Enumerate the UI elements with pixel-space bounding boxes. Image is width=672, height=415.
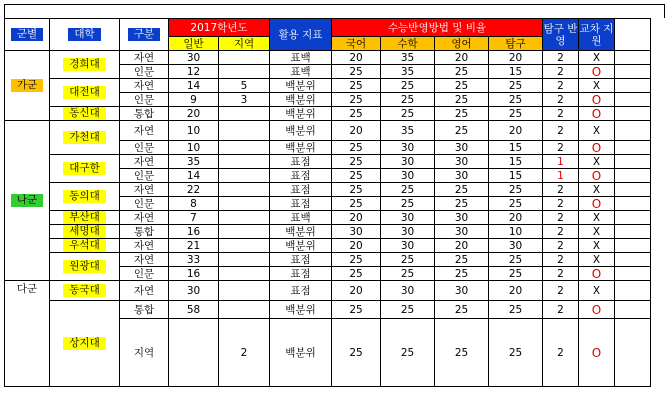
general-cell: 33 [169,253,219,267]
regional-cell [219,107,270,121]
inquiry-cell: 20 [489,121,543,141]
korean-cell: 25 [332,301,381,319]
regional-cell: 3 [219,93,270,107]
division-cell: 자연 [120,51,169,65]
university-cell [50,239,120,253]
university-cell [50,211,120,225]
regional-cell [219,225,270,239]
university-cell-label: 부산대 [63,211,105,224]
inquiry-cell: 20 [489,281,543,301]
table-row [5,183,651,197]
korean-cell: 20 [332,211,381,225]
math-cell: 25 [381,319,435,387]
cross-cell: X [579,51,615,65]
university-cell-label: 대구한 [63,162,105,175]
inquiry-count-cell: 2 [543,51,579,65]
english-cell: 25 [435,267,489,281]
university-cell-label: 대전대 [63,86,105,99]
math-cell: 25 [381,267,435,281]
division-cell: 인문 [120,65,169,79]
division-cell: 자연 [120,79,169,93]
header-math: 수학 [381,37,435,51]
university-cell-label: 원광대 [63,260,105,273]
header-group-label: 군별 [11,28,43,41]
blank-cell [615,169,651,183]
group-cell-ga [5,51,50,121]
english-cell: 30 [435,141,489,155]
index-cell: 백분위 [270,121,332,141]
korean-cell: 25 [332,107,381,121]
table-row [5,155,651,169]
division-cell: 자연 [120,121,169,141]
english-cell: 20 [435,51,489,65]
blank-cell [615,281,651,301]
header-inquiry-count: 탐구 반영 [543,19,579,51]
blank-cell [615,65,651,79]
korean-cell: 25 [332,169,381,183]
table-top-border [4,4,665,18]
inquiry-count-cell: 2 [543,65,579,79]
university-cell [50,183,120,211]
math-cell: 25 [381,79,435,93]
header-regional: 지역 [219,37,270,51]
table-row [5,121,651,141]
index-cell: 표점 [270,183,332,197]
blank-cell [615,107,651,121]
english-cell: 25 [435,301,489,319]
index-cell: 표점 [270,169,332,183]
general-cell: 21 [169,239,219,253]
division-cell: 자연 [120,155,169,169]
inquiry-count-cell: 2 [543,225,579,239]
cross-cell: O [579,65,615,79]
university-cell-label: 세명대 [63,225,105,238]
group-cell-da [5,281,50,387]
regional-cell [219,141,270,155]
university-cell [50,79,120,107]
blank-cell [615,155,651,169]
university-cell [50,51,120,79]
table-row [5,107,651,121]
university-cell-label: 동의대 [63,190,105,203]
general-cell: 14 [169,169,219,183]
regional-cell [219,183,270,197]
inquiry-count-cell: 2 [543,301,579,319]
cross-cell: O [579,169,615,183]
inquiry-count-cell: 2 [543,253,579,267]
division-cell: 자연 [120,253,169,267]
math-cell: 30 [381,211,435,225]
inquiry-count-cell: 2 [543,183,579,197]
header-korean: 국어 [332,37,381,51]
cross-cell: O [579,197,615,211]
header-method: 수능반영방법 및 비율 [332,19,543,37]
university-cell-label: 우석대 [63,239,105,252]
blank-cell [615,211,651,225]
table-row [5,225,651,239]
cross-cell: X [579,253,615,267]
university-cell [50,253,120,281]
english-cell: 25 [435,197,489,211]
inquiry-count-cell: 2 [543,281,579,301]
regional-cell [219,65,270,79]
english-cell: 25 [435,253,489,267]
inquiry-count-cell: 2 [543,239,579,253]
division-cell: 자연 [120,281,169,301]
general-cell: 10 [169,121,219,141]
table-row [5,211,651,225]
regional-cell [219,253,270,267]
korean-cell: 25 [332,155,381,169]
math-cell: 35 [381,121,435,141]
table-row [5,239,651,253]
inquiry-cell: 30 [489,239,543,253]
cross-cell: X [579,121,615,141]
inquiry-cell: 15 [489,65,543,79]
english-cell: 25 [435,319,489,387]
inquiry-cell: 20 [489,51,543,65]
division-cell: 지역 [120,319,169,387]
inquiry-cell: 25 [489,301,543,319]
general-cell: 9 [169,93,219,107]
university-cell-label: 상지대 [63,337,105,350]
group-cell-ga-label: 가군 [11,79,43,92]
inquiry-cell: 25 [489,183,543,197]
inquiry-cell: 25 [489,319,543,387]
regional-cell [219,281,270,301]
general-cell: 16 [169,225,219,239]
inquiry-cell: 25 [489,253,543,267]
division-cell: 통합 [120,107,169,121]
group-cell-na [5,121,50,281]
university-cell-label: 동신대 [63,107,105,120]
university-cell-label: 가천대 [63,131,105,144]
math-cell: 35 [381,65,435,79]
blank-cell [615,79,651,93]
korean-cell: 25 [332,79,381,93]
blank-cell [615,253,651,267]
table-row [5,253,651,267]
regional-cell [219,169,270,183]
inquiry-cell: 15 [489,155,543,169]
cross-cell: O [579,93,615,107]
blank-cell [615,141,651,155]
inquiry-cell: 25 [489,79,543,93]
header-university-label: 대학 [68,28,100,41]
general-cell: 8 [169,197,219,211]
index-cell: 표점 [270,281,332,301]
index-cell: 표점 [270,155,332,169]
korean-cell: 20 [332,281,381,301]
korean-cell: 20 [332,51,381,65]
general-cell [169,319,219,387]
blank-cell [615,301,651,319]
division-cell: 통합 [120,301,169,319]
inquiry-count-cell: 2 [543,319,579,387]
english-cell: 25 [435,107,489,121]
inquiry-count-cell: 2 [543,121,579,141]
math-cell: 30 [381,239,435,253]
general-cell: 10 [169,141,219,155]
general-cell: 30 [169,281,219,301]
regional-cell [219,267,270,281]
inquiry-count-cell: 1 [543,155,579,169]
cross-cell: X [579,183,615,197]
division-cell: 인문 [120,267,169,281]
korean-cell: 25 [332,253,381,267]
inquiry-count-cell: 2 [543,141,579,155]
table-row [5,281,651,301]
english-cell: 30 [435,211,489,225]
general-cell: 16 [169,267,219,281]
math-cell: 25 [381,183,435,197]
general-cell: 20 [169,107,219,121]
university-cell [50,225,120,239]
korean-cell: 25 [332,319,381,387]
regional-cell [219,239,270,253]
blank-cell [615,183,651,197]
inquiry-cell: 25 [489,107,543,121]
university-cell [50,301,120,387]
general-cell: 58 [169,301,219,319]
math-cell: 25 [381,107,435,121]
group-cell-da-label: 다군 [16,283,38,295]
index-cell: 백분위 [270,301,332,319]
korean-cell: 25 [332,197,381,211]
index-cell: 백분위 [270,239,332,253]
header-division [120,19,169,51]
blank-cell [615,93,651,107]
english-cell: 30 [435,155,489,169]
math-cell: 25 [381,197,435,211]
math-cell: 30 [381,169,435,183]
blank-cell [615,319,651,387]
inquiry-cell: 10 [489,225,543,239]
header-row [5,19,651,37]
index-cell: 백분위 [270,141,332,155]
inquiry-count-cell: 2 [543,93,579,107]
math-cell: 30 [381,141,435,155]
math-cell: 25 [381,301,435,319]
korean-cell: 25 [332,65,381,79]
header-university [50,19,120,51]
english-cell: 25 [435,65,489,79]
cross-cell: X [579,225,615,239]
math-cell: 25 [381,253,435,267]
general-cell: 7 [169,211,219,225]
regional-cell: 5 [219,79,270,93]
header-index: 활용 지표 [270,19,332,51]
cross-cell: X [579,211,615,225]
cross-cell: O [579,141,615,155]
admission-table [4,18,651,387]
blank-cell [615,121,651,141]
index-cell: 백분위 [270,79,332,93]
index-cell: 백분위 [270,319,332,387]
index-cell: 백분위 [270,107,332,121]
division-cell: 자연 [120,239,169,253]
inquiry-cell: 20 [489,211,543,225]
english-cell: 25 [435,79,489,93]
korean-cell: 25 [332,267,381,281]
inquiry-cell: 25 [489,93,543,107]
inquiry-count-cell: 2 [543,79,579,93]
cross-cell: O [579,301,615,319]
math-cell: 30 [381,225,435,239]
header-inquiry: 탐구 [489,37,543,51]
blank-cell [615,51,651,65]
korean-cell: 20 [332,239,381,253]
cross-cell: X [579,155,615,169]
table-row [5,79,651,93]
index-cell: 표점 [270,267,332,281]
group-cell-na-label: 나군 [11,194,43,207]
english-cell: 25 [435,121,489,141]
blank-cell [615,225,651,239]
inquiry-count-cell: 1 [543,169,579,183]
english-cell: 25 [435,93,489,107]
english-cell: 30 [435,281,489,301]
cross-cell: O [579,267,615,281]
inquiry-count-cell: 2 [543,197,579,211]
university-cell-label: 경희대 [63,58,105,71]
header-group [5,19,50,51]
index-cell: 표백 [270,65,332,79]
division-cell: 인문 [120,197,169,211]
regional-cell [219,197,270,211]
header-cross: 교차 지원 [579,19,615,51]
korean-cell: 20 [332,121,381,141]
header-blank [615,19,651,51]
cross-cell: X [579,79,615,93]
university-cell [50,121,120,155]
university-cell [50,107,120,121]
university-cell-label: 동국대 [63,284,105,297]
division-cell: 인문 [120,141,169,155]
inquiry-cell: 15 [489,169,543,183]
english-cell: 20 [435,239,489,253]
korean-cell: 25 [332,141,381,155]
math-cell: 30 [381,281,435,301]
inquiry-cell: 25 [489,267,543,281]
general-cell: 12 [169,65,219,79]
division-cell: 자연 [120,211,169,225]
inquiry-cell: 25 [489,197,543,211]
university-cell [50,155,120,183]
index-cell: 표백 [270,51,332,65]
header-division-label: 구분 [128,28,160,41]
division-cell: 인문 [120,169,169,183]
korean-cell: 30 [332,225,381,239]
english-cell: 25 [435,183,489,197]
general-cell: 35 [169,155,219,169]
regional-cell [219,51,270,65]
index-cell: 표점 [270,253,332,267]
header-english: 영어 [435,37,489,51]
general-cell: 30 [169,51,219,65]
division-cell: 인문 [120,93,169,107]
math-cell: 30 [381,155,435,169]
index-cell: 백분위 [270,225,332,239]
regional-cell [219,301,270,319]
blank-cell [615,267,651,281]
regional-cell [219,121,270,141]
index-cell: 백분위 [270,93,332,107]
header-general: 일반 [169,37,219,51]
english-cell: 30 [435,169,489,183]
inquiry-count-cell: 2 [543,211,579,225]
regional-cell: 2 [219,319,270,387]
inquiry-count-cell: 2 [543,107,579,121]
regional-cell [219,211,270,225]
index-cell: 표점 [270,197,332,211]
general-cell: 14 [169,79,219,93]
blank-cell [615,239,651,253]
inquiry-cell: 15 [489,141,543,155]
division-cell: 자연 [120,183,169,197]
general-cell: 22 [169,183,219,197]
table-row [5,51,651,65]
cross-cell: O [579,107,615,121]
header-year: 2017학년도 [169,19,270,37]
math-cell: 35 [381,51,435,65]
university-cell [50,281,120,301]
cross-cell: O [579,319,615,387]
english-cell: 30 [435,225,489,239]
blank-cell [615,197,651,211]
division-cell: 통합 [120,225,169,239]
table-row [5,301,651,319]
korean-cell: 25 [332,183,381,197]
cross-cell: X [579,239,615,253]
inquiry-count-cell: 2 [543,267,579,281]
korean-cell: 25 [332,93,381,107]
math-cell: 25 [381,93,435,107]
cross-cell: X [579,281,615,301]
regional-cell [219,155,270,169]
index-cell: 표백 [270,211,332,225]
